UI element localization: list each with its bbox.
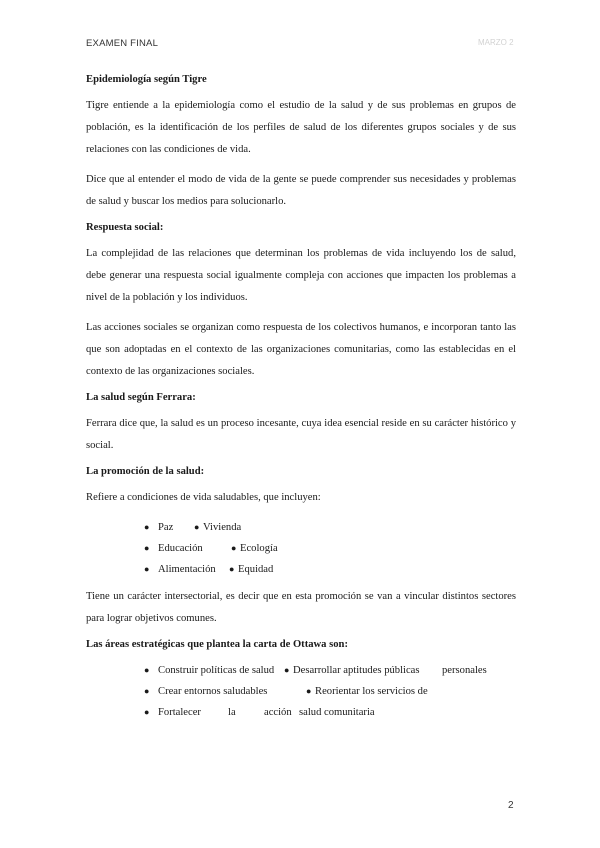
list-item-text: la <box>228 707 236 718</box>
list-item-text: Construir políticas de salud <box>158 665 275 676</box>
list-item-text: Desarrollar aptitudes públicas <box>293 665 420 676</box>
bullet-icon: ● <box>144 522 150 532</box>
list-item-text: Crear entornos saludables <box>158 686 268 697</box>
bullet-icon: ● <box>144 543 150 553</box>
heading-epidemiologia: Epidemiología según Tigre <box>86 74 207 85</box>
list-item-text: personales <box>442 665 487 676</box>
header-title: EXAMEN FINAL <box>86 38 159 49</box>
list-item-text: Paz <box>158 522 174 533</box>
list-item-text: Fortalecer <box>158 707 201 718</box>
bullet-icon: ● <box>144 686 150 696</box>
bullet-icon: ● <box>194 522 200 532</box>
bullet-icon: ● <box>229 564 235 574</box>
page-number: 2 <box>508 800 514 811</box>
paragraph: Las acciones sociales se organizan como respuesta de los colectivos humanos, e incorporan tanto las que son adoptadas en el contexto de las organizaciones comunitarias, como las establecidas en el contexto de las organizaciones sociales. <box>86 322 516 377</box>
list-item <box>86 702 516 723</box>
promocion-list <box>86 517 516 580</box>
ottawa-list <box>86 660 516 723</box>
list-item <box>86 660 516 681</box>
bullet-icon: ● <box>144 665 150 675</box>
list-item-text: Educación <box>158 543 203 554</box>
list-item <box>86 681 516 702</box>
list-item <box>86 538 516 559</box>
list-item-text: Ecología <box>240 543 278 554</box>
paragraph: Tiene un carácter intersectorial, es decir que en esta promoción se van a vincular distintos sectores para lograr objetivos comunes. <box>86 591 516 624</box>
list-item-text: acción <box>264 707 292 718</box>
document-body <box>86 73 516 729</box>
paragraph: Tigre entiende a la epidemiología como el estudio de la salud y de sus problemas en grupos de población, es la identificación de los perfiles de salud de los diferentes grupos sociales y de sus relaciones con las condiciones de vida. <box>86 100 516 155</box>
list-item-text: salud comunitaria <box>299 707 375 718</box>
paragraph: Dice que al entender el modo de vida de la gente se puede comprender sus necesidades y problemas de salud y buscar los medios para solucionarlo. <box>86 174 516 207</box>
heading-respuesta-social: Respuesta social: <box>86 222 164 233</box>
list-item <box>86 517 516 538</box>
list-item-text: Alimentación <box>158 564 216 575</box>
bullet-icon: ● <box>144 707 150 717</box>
list-item-text: Reorientar los servicios de <box>315 686 428 697</box>
header-date: MARZO 2 <box>478 38 514 47</box>
heading-ferrara: La salud según Ferrara: <box>86 392 196 403</box>
bullet-icon: ● <box>284 665 290 675</box>
heading-promocion: La promoción de la salud: <box>86 466 205 477</box>
paragraph: Refiere a condiciones de vida saludables, que incluyen: <box>86 492 321 503</box>
bullet-icon: ● <box>144 564 150 574</box>
list-item-text: Vivienda <box>203 522 242 533</box>
paragraph: Ferrara dice que, la salud es un proceso incesante, cuya idea esencial reside en su carácter histórico y social. <box>86 418 516 451</box>
bullet-icon: ● <box>231 543 237 553</box>
bullet-icon: ● <box>306 686 312 696</box>
list-item-text: Equidad <box>238 564 274 575</box>
paragraph: La complejidad de las relaciones que determinan los problemas de vida incluyendo los de salud, debe generar una respuesta social igualmente compleja con acciones que impacten los problemas a nivel de la población y los individuos. <box>86 248 516 303</box>
heading-ottawa: Las áreas estratégicas que plantea la carta de Ottawa son: <box>86 639 348 650</box>
list-item <box>86 559 516 580</box>
